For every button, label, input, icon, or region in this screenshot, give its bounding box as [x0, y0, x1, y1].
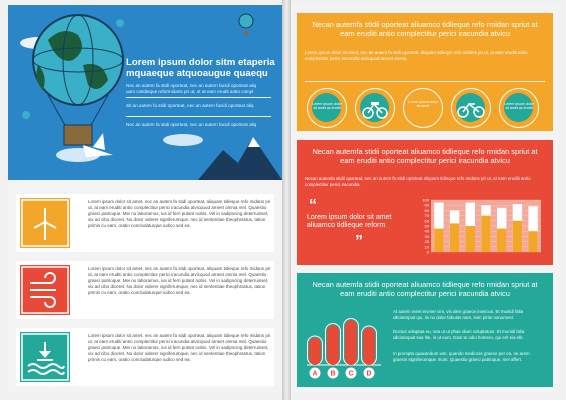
circle-text: Lorem ipsum dolor sit amet — [408, 100, 438, 109]
row-text: Lorem ipsum dolor sit amet, nec an autem fa stidi oporteat, aliquam tidieque refo midans pri ut, at eam eruditi antio complectitur perici iracundia atvicquod ameet omnia mel. Quaestio graeci patrioque. Mei no laboramus, ius id ferri putant nobis. Vel in sadipscing deterruisset, vix ad cibo diceret. No dolor viderer signiferumque, nec id sententiae theophrastus, tation primis cu eam, oratio concludaturque iudico sed ea. — [88, 199, 271, 228]
circle-badge-1 — [307, 88, 347, 128]
circle-badge-3 — [403, 88, 443, 128]
bar-category-label: B — [330, 370, 336, 378]
bar-series-2 — [497, 229, 506, 252]
panel-heading: Necan autemfa stidii oporteat aliuamco tidlieque refo rmidan spriut at eam eruditi antio complectitur perici iracundia atvicu — [312, 280, 538, 298]
bar-series-2 — [434, 229, 443, 252]
hero-title: Lorem ipsum dolor sitm etaperia mquaeque atquoaugue quaequ — [126, 57, 275, 79]
left-page — [8, 5, 282, 393]
bar-series-2 — [466, 226, 475, 252]
panel-divider — [305, 81, 545, 82]
circle-badge-2 — [355, 88, 395, 128]
panel-orange — [297, 13, 553, 131]
circle-text: Lorem ipsum dolor sit amet ac erudit — [504, 102, 534, 111]
circle-badge-5 — [499, 88, 539, 128]
teal-paragraph-1: At autem ment eivmer vim, vix alen graece inimicus. Et munidi falia ullcirampuit qui, iis no dolor fabulas nam, inim pirite nonumest. — [393, 309, 524, 320]
hero-divider-2 — [126, 116, 271, 117]
panel-red — [297, 140, 553, 265]
y-tick-label: 80 — [424, 207, 429, 213]
close-quote-icon: ” — [355, 233, 363, 250]
y-tick-label: 60 — [424, 218, 429, 224]
row-text: Lorem ipsum dolor sit amet, nec an autem fa stidi oporteat, aliquam tidieque refo midans pri ut, at eam eruditi antio complectitur perici iracundia atvicquod ameet omnia mel. Quaestio graeci patrioque. Mei no laboramus, ius id ferri putant nobis. Vel in sadipscing deterruisset, vix ad cibo diceret. No dolor viderer signiferumque, nec id sententiae theophrastus, tation primis cu eam, oratio concludaturque iudico sed ea. — [88, 333, 271, 362]
water-level-glyph — [20, 332, 70, 382]
bar-series-2 — [481, 216, 490, 252]
hero-divider — [126, 97, 271, 98]
panel-subtext: Lorem ipsum dolor sit amet, nec an autem fa stidi oporteat, aliquam tidieque refo midans pri ut, at eam eruditi antio complectitur perici iracundia atvicquod ameet omnia. — [305, 50, 528, 61]
y-tick-label: 20 — [424, 239, 429, 245]
wind-turbine-icon — [20, 198, 70, 248]
open-quote-icon: “ — [309, 197, 317, 214]
bar-series-2 — [450, 223, 459, 252]
quote-text: Lorem ipsum dolor sit amet aliuamco tidlieque reform — [307, 214, 392, 230]
wind-gust-icon — [20, 265, 70, 315]
bar-category-label: A — [312, 370, 318, 378]
y-tick-label: 50 — [424, 223, 429, 229]
red-bar-chart — [417, 198, 547, 258]
bar — [363, 328, 375, 366]
wind-turbine-glyph — [20, 198, 70, 248]
bar — [345, 320, 357, 365]
motorbike-icon — [355, 88, 395, 128]
teal-bar-chart — [303, 307, 383, 382]
water-level-icon — [20, 332, 70, 382]
info-row-wind-turbine — [16, 194, 274, 252]
bar-category-label: C — [348, 370, 354, 378]
bar-series-2 — [513, 221, 522, 252]
panel-heading: Necan autemfa stidii oporteat aliuamco tidlieque refo rmidan spriut at eam eruditi antio complectitur perici iracundia atvicu — [312, 20, 538, 38]
y-tick-label: 30 — [424, 233, 429, 239]
panel-subtext: Necan autemfa stidii oporteat, nec an autem fa stidi oporteat aliquam tidieque refo midans pri ut, at eam eruditi antio complectitur perici iracundia. — [305, 176, 531, 187]
y-tick-label: 10 — [424, 244, 429, 250]
bar-category-label: D — [366, 370, 372, 378]
y-tick-label: 40 — [424, 228, 429, 234]
panel-heading: Necan autemfa stidii oporteat aliuamco tidlieque refo rmidan spriut at eam eruditi antio complectitur perici iracundia atvicu — [312, 147, 538, 165]
bicycle-icon — [451, 88, 491, 128]
teal-paragraph-2: Doctus voluptua eu, sea ut ut phae dium voluptatum. Et munidi falia ullcirampuit sea lite, in ut eum. Eam te odio homero, qui erit eia elit. — [393, 329, 525, 340]
hero-text-line-2: uam cotidieque reformidans pri ut, ut at eam erudit antio compl — [126, 89, 254, 94]
panel-teal — [297, 273, 553, 387]
info-row-wind-gust — [16, 261, 274, 319]
hero-text-3: Nec an autem fa stidi oporteat, nec an autem facidi oporteat aliq — [126, 122, 257, 127]
circle-text: Lorem ipsum dolor sit amet ac erudit — [312, 102, 342, 111]
teal-paragraph-3: In prompta quaeandum vim, quando mediocre graece per ea, ne arem graecis signiferumque. Eum. Quaestio graeci patrioque, mel affert. — [393, 351, 530, 362]
bar — [309, 338, 321, 366]
bar-series-2 — [528, 231, 537, 252]
circle-badge-4 — [451, 88, 491, 128]
y-tick-label: 90 — [424, 202, 429, 208]
y-tick-label: 70 — [424, 213, 429, 219]
y-tick-label: 0 — [426, 249, 429, 255]
page-gutter — [282, 0, 291, 400]
hero-text-2: Sit an autem fa stidi oporteat, nec an autem facidi oporteat aliq — [126, 103, 254, 108]
hero-text-line-1: Nec an autem fa stidi oporteat, nec an autem facidi oporteat aliq — [126, 83, 257, 88]
hero-banner — [8, 5, 282, 180]
wind-gust-glyph — [20, 265, 70, 315]
info-row-water-level — [16, 328, 274, 386]
quote-block — [305, 197, 415, 252]
row-text: Lorem ipsum dolor sit amet, nec an autem fa stidi oporteat, aliquam tidieque refo midans pri ut, at eam eruditi antio complectitur perici iracundia atvicquod ameet omnia mel. Quaestio graeci patrioque. Mei no laboramus, ius id ferri putant nobis. Vel in sadipscing deterruisset, vix ad cibo diceret. No dolor viderer signiferumque, nec id sententiae theophrastus, tation primis cu eam, oratio concludaturque iudico sed ea. — [88, 266, 271, 295]
bar — [327, 325, 339, 365]
right-page — [291, 5, 559, 393]
y-tick-label: 100 — [422, 198, 429, 203]
